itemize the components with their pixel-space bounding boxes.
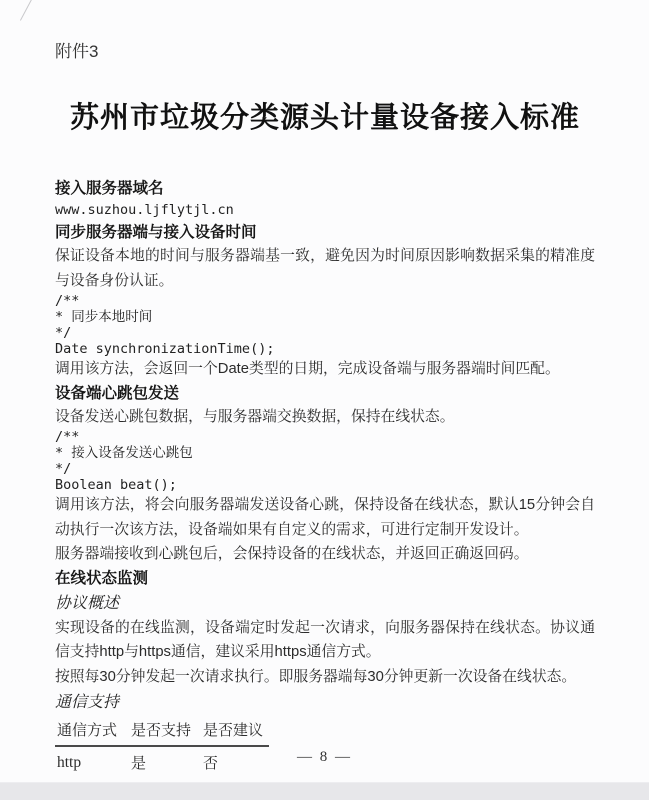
document-body [55,177,595,774]
page-bottom-edge [0,782,649,800]
table-header-support: 是否支持 [129,718,201,746]
subheading-protocol-overview: 协议概述 [55,594,120,612]
table-header-method: 通信方式 [55,718,129,746]
heartbeat-note-1: 调用该方法，将会向服务器端发送设备心跳，保持设备在线状态，默认15分钟会自动执行一次该方法，设备端如果有自定义的需求，可进行定制开发设计。 [55,497,595,538]
heading-heartbeat: 设备端心跳包发送 [55,384,180,402]
server-domain-url: www.suzhou.ljflytjl.cn [55,202,234,218]
heading-online-monitor: 在线状态监测 [55,569,149,587]
time-sync-code-line-1: /** [55,293,80,309]
table-cell-suggest: 否 [203,755,219,772]
protocol-description-1: 实现设备的在线监测，设备端定时发起一次请求，向服务器保持在线状态。协议通信支持http与https通信，建议采用https通信方式。 [55,619,595,660]
page-title: 苏州市垃圾分类源头计量设备接入标准 [69,102,580,134]
table-header-suggest: 是否建议 [201,718,269,746]
heartbeat-code-line-4: Boolean beat(); [55,477,177,493]
page-number: — 8 — [297,749,352,765]
time-sync-code-line-3: */ [55,325,72,341]
heading-server-domain: 接入服务器域名 [55,180,164,197]
table-cell-method: http [57,753,82,771]
time-sync-code-line-2: * 同步本地时间 [55,309,153,325]
heading-time-sync: 同步服务器端与接入设备时间 [55,224,257,241]
protocol-description-2: 按照每30分钟发起一次请求执行。即服务器端每30分钟更新一次设备在线状态。 [55,668,577,685]
time-sync-code-line-4: Date synchronizationTime(); [55,341,275,357]
attachment-label: 附件3 [55,42,99,61]
time-sync-note: 调用该方法，会返回一个Date类型的日期，完成设备端与服务器端时间匹配。 [55,361,560,377]
time-sync-description: 保证设备本地的时间与服务器端基一致，避免因为时间原因影响数据采集的精准度与设备身份认证。 [55,248,595,289]
heartbeat-note-2: 服务器端接收到心跳包后，会保持设备的在线状态，并返回正确返回码。 [55,546,529,562]
table-cell-support: 是 [131,755,147,772]
subheading-comm-support: 通信支持 [55,694,120,711]
heartbeat-code-line-1: /** [55,429,80,445]
table-header-row [55,718,269,746]
heartbeat-code-line-3: */ [55,461,72,477]
heartbeat-description: 设备发送心跳包数据，与服务器端交换数据，保持在线状态。 [55,408,455,425]
heartbeat-code-line-2: * 接入设备发送心跳包 [55,445,193,461]
